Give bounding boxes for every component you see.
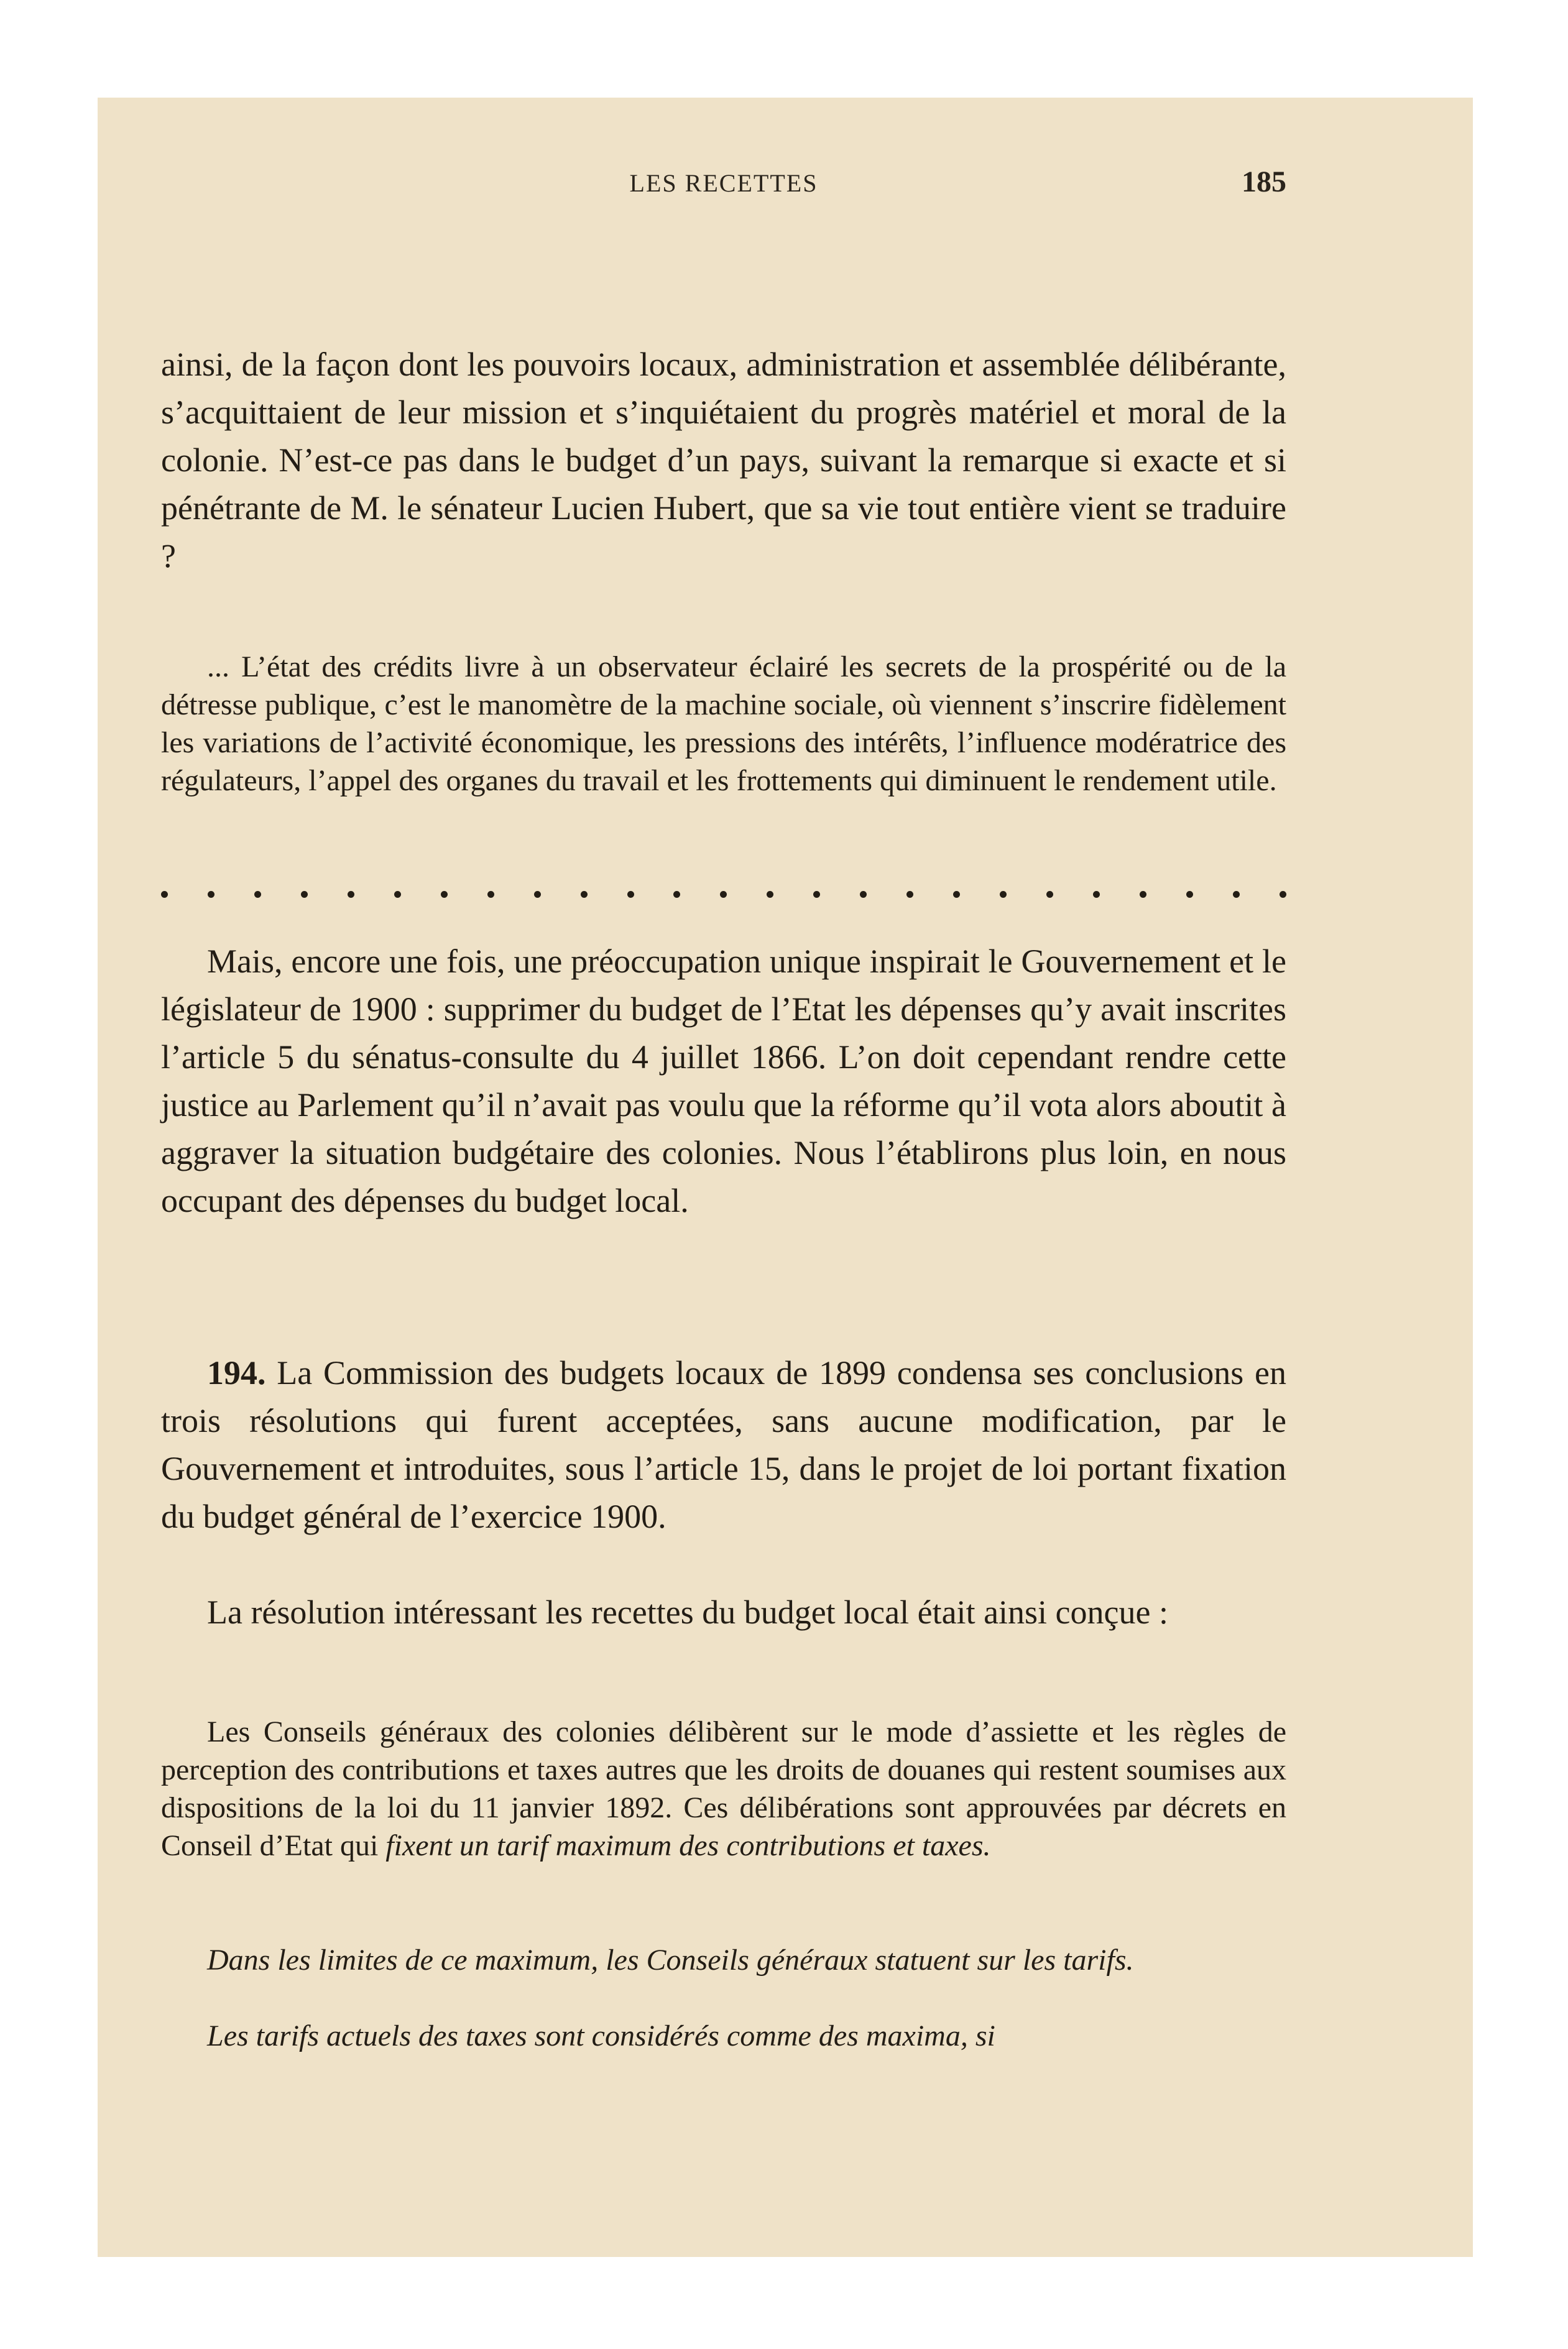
separator-dot <box>627 891 634 898</box>
separator-dot <box>860 891 867 898</box>
separator-dot <box>441 891 448 898</box>
separator-dot <box>348 891 354 898</box>
separator-dot <box>394 891 401 898</box>
separator-dot <box>254 891 261 898</box>
separator-dot <box>906 891 913 898</box>
paragraph-4: La résolution intéressant les recettes du budget local était ainsi conçue : <box>207 1594 1168 1631</box>
separator-dot <box>534 891 541 898</box>
separator-dot <box>487 891 494 898</box>
paragraph-2: Mais, encore une fois, une préoccupation unique inspirait le Gouvernement et le législateur de 1900 : supprimer du budget de l’Etat les dépenses qu’y avait inscrites l’article 5 du sénatus-consulte du 4 juillet 1866. L’on doit cependant rendre cette justice au Parlement qu’il n’avait pas voulu que la réforme qu’il vota alors aboutit à aggraver la situation budgétaire des colonies. Nous l’établirons plus loin, en nous occupant des dépenses du budget local. <box>161 943 1286 1219</box>
paragraph-1: ainsi, de la façon dont les pouvoirs locaux, administration et assemblée délibérante, s’acquittaient de leur mission et s’inquiétaient du progrès matériel et moral de la colonie. N’est-ce pas dans le budget d’un pays, suivant la remarque si exacte et si pénétrante de M. le sénateur Lucien Hubert, que sa vie tout entière vient se traduire ? <box>161 346 1286 575</box>
separator-dot <box>673 891 680 898</box>
separator-dot <box>767 891 773 898</box>
quote-block-4 <box>161 2017 1286 2055</box>
quote-block-2 <box>161 1713 1286 1865</box>
separator-dot <box>813 891 820 898</box>
quote-block-2-text: Les Conseils généraux des colonies délibèrent sur le mode d’assiette et les règles de perception des contributions et taxes autres que les droits de douanes qui restent soumises aux dispositions de la loi du 11 janvier 1892. Ces délibérations sont approuvées par décrets en Conseil d’Etat qui <box>161 1715 1286 1862</box>
ellipsis-separator <box>161 882 1286 907</box>
separator-dot <box>1046 891 1053 898</box>
separator-dot <box>720 891 727 898</box>
separator-dot <box>1186 891 1193 898</box>
running-title: LES RECETTES <box>629 169 818 197</box>
separator-dot <box>1140 891 1146 898</box>
separator-dot <box>208 891 214 898</box>
quote-block-3 <box>161 1941 1286 1979</box>
quote-block-4-italic: Les tarifs actuels des taxes sont considérés comme des maxima, si <box>207 2019 995 2052</box>
quote-block-2-italic: fixent un tarif maximum des contributions et taxes. <box>385 1829 991 1862</box>
separator-dot <box>1280 891 1286 898</box>
separator-dot <box>953 891 960 898</box>
quote-block-1: ... L’état des crédits livre à un observateur éclairé les secrets de la prospérité ou de la détresse publique, c’est le manomètre de la machine sociale, où viennent s’inscrire fidèlement les variations de l’activité économique, les pressions des intérêts, l’influence modératrice des régulateurs, l’appel des organes du travail et les frottements qui diminuent le rendement utile. <box>161 650 1286 797</box>
page-header <box>161 165 1286 206</box>
separator-dot <box>1233 891 1240 898</box>
paragraph-3 <box>161 1349 1286 1541</box>
paragraph-3-text: La Commission des budgets locaux de 1899 condensa ses conclusions en trois résolutions qui furent acceptées, sans aucune modification, par le Gouvernement et introduites, sous l’article 15, dans le projet de loi portant fixation du budget général de l’exercice 1900. <box>161 1354 1286 1535</box>
quote-block-3-italic: Dans les limites de ce maximum, les Conseils généraux statuent sur les tarifs. <box>207 1944 1134 1977</box>
separator-dot <box>301 891 308 898</box>
separator-dot <box>161 891 168 898</box>
separator-dot <box>1000 891 1007 898</box>
page-number: 185 <box>1242 165 1286 198</box>
separator-dot <box>581 891 588 898</box>
section-number: 194. <box>207 1354 266 1391</box>
separator-dot <box>1093 891 1100 898</box>
